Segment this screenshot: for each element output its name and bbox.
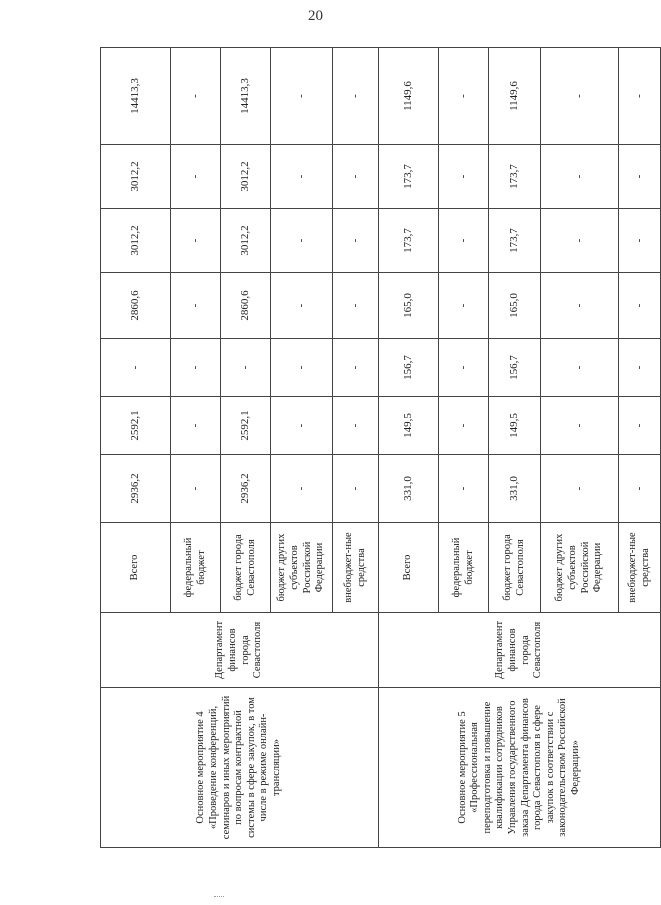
value-cell: -: [271, 48, 333, 145]
value-cell: -: [171, 48, 221, 145]
value-cell: -: [271, 209, 333, 273]
measure-name-cell: Основное мероприятие 5 «Профессиональная переподготовка и повышение квалификации сотрудников Управления государственного заказа Департамента финансов города Севастополя в сфере закупок в соответствии с законодательством Российской Федерации»: [379, 688, 661, 848]
value-cell: 3012,2: [221, 145, 271, 209]
value-cell: -: [333, 397, 379, 455]
value-cell: 156,7: [379, 339, 439, 397]
value-cell: -: [541, 339, 619, 397]
value-cell: 156,7: [489, 339, 541, 397]
value-cell: -: [439, 209, 489, 273]
value-cell: -: [439, 397, 489, 455]
table-row: [101, 48, 171, 848]
value-cell: -: [171, 455, 221, 523]
funding-source-cell: бюджет города Севастополя: [489, 523, 541, 613]
value-cell: -: [541, 145, 619, 209]
value-cell: -: [541, 455, 619, 523]
value-cell: 173,7: [489, 209, 541, 273]
measure-name-cell: Основное мероприятие 4 «Проведение конференций, семинаров и иных мероприятий по вопросам контрактной системы в сфере закупок, в том числе в режиме онлайн-трансляции»: [101, 688, 379, 848]
value-cell: 165,0: [489, 273, 541, 339]
value-cell: -: [333, 209, 379, 273]
funding-source-cell: федеральный бюджет: [171, 523, 221, 613]
funding-source-cell: бюджет других субъектов Российской Федерации: [271, 523, 333, 613]
value-cell: 2860,6: [221, 273, 271, 339]
value-cell: 173,7: [379, 209, 439, 273]
value-cell: -: [333, 339, 379, 397]
funding-source-cell: Всего: [101, 523, 171, 613]
value-cell: 2860,6: [101, 273, 171, 339]
value-cell: -: [439, 145, 489, 209]
scan-mark: [214, 896, 224, 900]
funding-source-cell: внебюджет-ные средства: [619, 523, 661, 613]
value-cell: 2936,2: [101, 455, 171, 523]
value-cell: -: [619, 48, 661, 145]
value-cell: -: [333, 145, 379, 209]
value-cell: 331,0: [489, 455, 541, 523]
page-number: 20: [308, 8, 323, 24]
value-cell: -: [541, 209, 619, 273]
value-cell: 3012,2: [101, 145, 171, 209]
value-cell: -: [619, 273, 661, 339]
executor-cell: Департамент финансов города Севастополя: [379, 613, 661, 688]
value-cell: -: [439, 455, 489, 523]
value-cell: -: [541, 48, 619, 145]
rotated-table-container: [100, 48, 651, 848]
funding-source-cell: Всего: [379, 523, 439, 613]
value-cell: -: [171, 273, 221, 339]
value-cell: 3012,2: [101, 209, 171, 273]
value-cell: 2592,1: [221, 397, 271, 455]
value-cell: -: [439, 273, 489, 339]
value-cell: 2592,1: [101, 397, 171, 455]
value-cell: 149,5: [489, 397, 541, 455]
value-cell: -: [171, 397, 221, 455]
value-cell: 14413,3: [221, 48, 271, 145]
value-cell: -: [333, 455, 379, 523]
funding-source-cell: бюджет других субъектов Российской Федерации: [541, 523, 619, 613]
value-cell: -: [221, 339, 271, 397]
value-cell: -: [619, 145, 661, 209]
value-cell: -: [271, 273, 333, 339]
funding-source-cell: внебюджет-ные средства: [333, 523, 379, 613]
value-cell: -: [439, 48, 489, 145]
table-row: [379, 48, 439, 848]
value-cell: -: [619, 339, 661, 397]
value-cell: -: [541, 273, 619, 339]
value-cell: -: [271, 397, 333, 455]
budget-table: [100, 47, 661, 848]
value-cell: -: [171, 339, 221, 397]
value-cell: -: [171, 209, 221, 273]
value-cell: 2936,2: [221, 455, 271, 523]
value-cell: -: [541, 397, 619, 455]
value-cell: -: [619, 209, 661, 273]
value-cell: -: [619, 397, 661, 455]
value-cell: 173,7: [489, 145, 541, 209]
value-cell: -: [619, 455, 661, 523]
funding-source-cell: бюджет города Севастополя: [221, 523, 271, 613]
value-cell: -: [333, 273, 379, 339]
funding-source-cell: федеральный бюджет: [439, 523, 489, 613]
value-cell: 331,0: [379, 455, 439, 523]
value-cell: 1149,6: [379, 48, 439, 145]
value-cell: -: [171, 145, 221, 209]
value-cell: -: [333, 48, 379, 145]
value-cell: -: [271, 145, 333, 209]
value-cell: 149,5: [379, 397, 439, 455]
value-cell: 14413,3: [101, 48, 171, 145]
value-cell: 1149,6: [489, 48, 541, 145]
value-cell: 165,0: [379, 273, 439, 339]
value-cell: -: [439, 339, 489, 397]
value-cell: -: [271, 339, 333, 397]
value-cell: 173,7: [379, 145, 439, 209]
value-cell: -: [101, 339, 171, 397]
value-cell: -: [271, 455, 333, 523]
executor-cell: Департамент финансов города Севастополя: [101, 613, 379, 688]
value-cell: 3012,2: [221, 209, 271, 273]
